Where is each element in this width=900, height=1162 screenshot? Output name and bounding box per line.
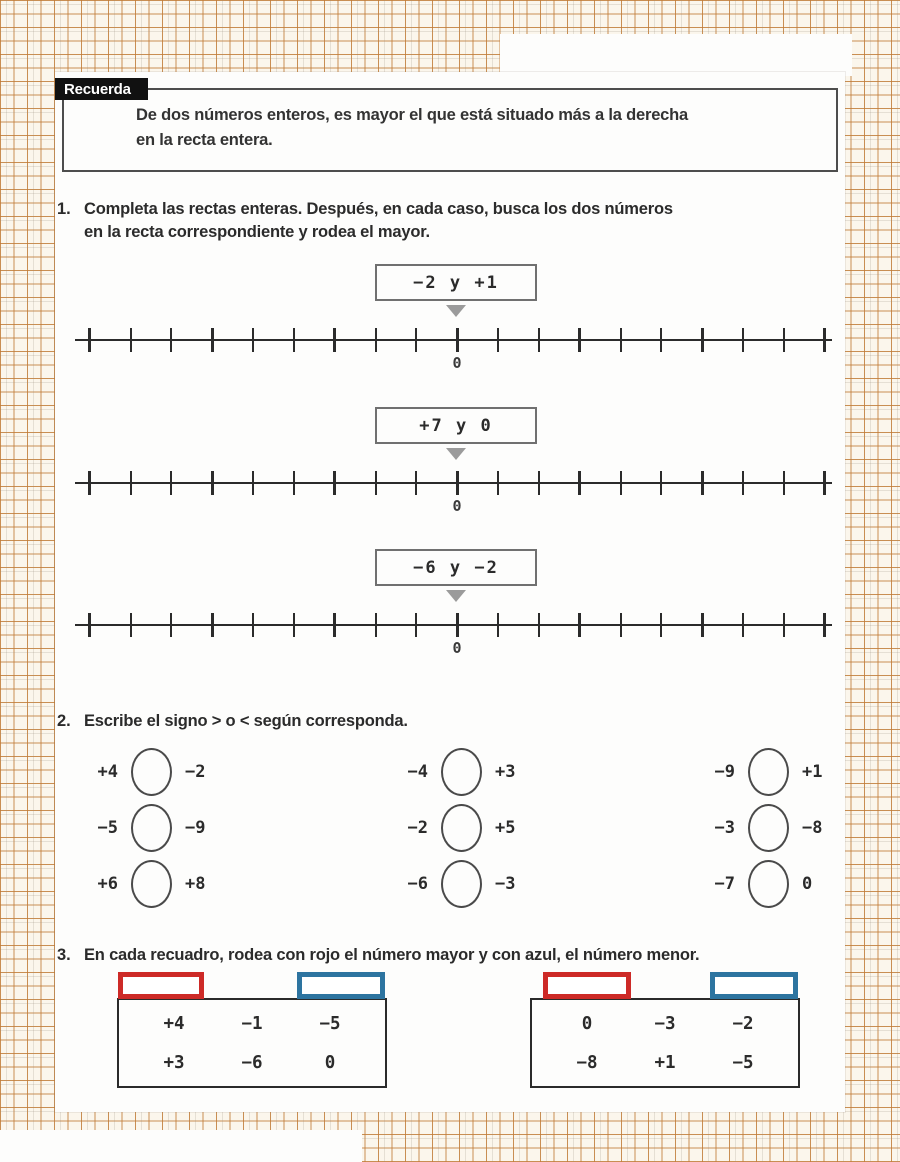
- blue-legend-box: [297, 972, 385, 999]
- red-legend-box: [543, 972, 631, 999]
- pair-label-box: −6 y −2: [375, 549, 537, 586]
- comparison-left-number: +6: [97, 874, 118, 894]
- comparison-right-number: −8: [802, 818, 823, 838]
- comparison-item: [80, 860, 223, 908]
- comparison-right-number: −3: [495, 874, 516, 894]
- number-line-group-1: [55, 264, 845, 372]
- table-cell: −5: [319, 1013, 341, 1034]
- number-line-ticks: [88, 471, 826, 495]
- table-cell: −8: [576, 1052, 598, 1073]
- comparison-answer-circle: [748, 804, 789, 852]
- down-triangle-icon: [446, 448, 466, 460]
- comparison-left-number: +4: [97, 762, 118, 782]
- table-cell: −1: [241, 1013, 263, 1034]
- comparison-item: [697, 860, 840, 908]
- comparison-left-number: −3: [714, 818, 735, 838]
- exercise1-number: 1.: [57, 200, 71, 218]
- exercise3-header: [57, 944, 699, 967]
- comparison-left-number: −2: [407, 818, 428, 838]
- worksheet-page: [55, 72, 845, 1112]
- comparison-right-number: −9: [185, 818, 206, 838]
- blue-legend-box: [710, 972, 798, 999]
- comparison-item: [80, 748, 223, 796]
- comparison-right-number: 0: [802, 874, 813, 894]
- comparison-item: [390, 748, 533, 796]
- comparison-answer-circle: [131, 804, 172, 852]
- down-triangle-icon: [446, 590, 466, 602]
- table-cell: 0: [581, 1013, 593, 1034]
- table-cell: −2: [732, 1013, 754, 1034]
- exercise1-instruction-line2: en la recta correspondiente y rodea el mayor.: [84, 223, 430, 241]
- white-patch-bottom: [0, 1130, 362, 1162]
- table-cell: −3: [654, 1013, 676, 1034]
- table-cell: −6: [241, 1052, 263, 1073]
- comparison-right-number: +5: [495, 818, 516, 838]
- answer-table-right: [530, 998, 800, 1088]
- comparison-left-number: −5: [97, 818, 118, 838]
- exercise1-instruction-line1: Completa las rectas enteras. Después, en cada caso, busca los dos números: [84, 200, 673, 218]
- comparison-left-number: −6: [407, 874, 428, 894]
- comparison-item: [80, 804, 223, 852]
- pair-label-box: −2 y +1: [375, 264, 537, 301]
- comparison-item: [390, 804, 533, 852]
- table-cell: 0: [324, 1052, 336, 1073]
- recuerda-text-line1: De dos números enteros, es mayor el que está situado más a la derecha: [136, 106, 689, 124]
- comparison-answer-circle: [441, 804, 482, 852]
- number-line-ticks: [88, 613, 826, 637]
- number-line: [55, 328, 845, 372]
- comparison-item: [697, 748, 840, 796]
- number-line: [55, 471, 845, 515]
- comparison-left-number: −9: [714, 762, 735, 782]
- comparison-answer-circle: [441, 860, 482, 908]
- table-cell: +3: [163, 1052, 185, 1073]
- comparison-answer-circle: [441, 748, 482, 796]
- comparison-right-number: +8: [185, 874, 206, 894]
- exercise2-header: [57, 710, 408, 733]
- comparison-right-number: −2: [185, 762, 206, 782]
- number-line-ticks: [88, 328, 826, 352]
- exercise3-number: 3.: [57, 946, 71, 964]
- recuerda-text-line2: en la recta entera.: [136, 131, 273, 149]
- comparison-left-number: −7: [714, 874, 735, 894]
- number-line-group-2: [55, 407, 845, 515]
- exercise2-number: 2.: [57, 712, 71, 730]
- comparison-answer-circle: [748, 748, 789, 796]
- exercise1-header: [57, 198, 673, 244]
- zero-label: 0: [452, 354, 462, 372]
- table-cell: +4: [163, 1013, 185, 1034]
- comparison-answer-circle: [748, 860, 789, 908]
- comparison-answer-circle: [131, 860, 172, 908]
- red-legend-box: [118, 972, 204, 999]
- table-cell: +1: [654, 1052, 676, 1073]
- white-patch-top: [500, 34, 852, 76]
- exercise3-instruction: En cada recuadro, rodea con rojo el número mayor y con azul, el número menor.: [84, 946, 700, 964]
- comparison-answer-circle: [131, 748, 172, 796]
- comparison-item: [390, 860, 533, 908]
- number-line-group-3: [55, 549, 845, 657]
- number-line: [55, 613, 845, 657]
- table-cell: −5: [732, 1052, 754, 1073]
- comparison-right-number: +1: [802, 762, 823, 782]
- zero-label: 0: [452, 639, 462, 657]
- exercise1-instruction: [84, 198, 673, 244]
- recuerda-box: [62, 88, 838, 172]
- comparison-right-number: +3: [495, 762, 516, 782]
- comparison-item: [697, 804, 840, 852]
- comparison-left-number: −4: [407, 762, 428, 782]
- zero-label: 0: [452, 497, 462, 515]
- recuerda-label: Recuerda: [55, 78, 148, 100]
- down-triangle-icon: [446, 305, 466, 317]
- pair-label-box: +7 y 0: [375, 407, 537, 444]
- exercise2-instruction: Escribe el signo > o < según corresponda.: [84, 712, 408, 730]
- answer-table-left: [117, 998, 387, 1088]
